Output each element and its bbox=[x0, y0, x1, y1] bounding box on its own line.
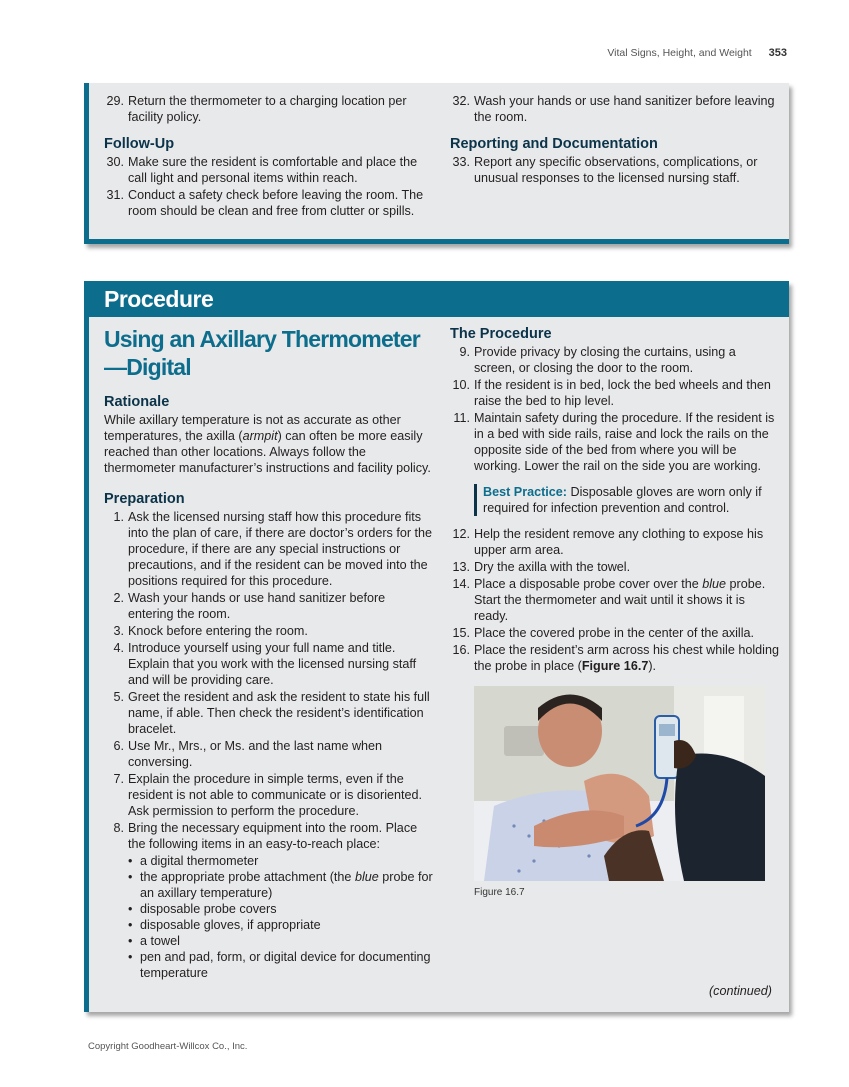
step-7: 7. Explain the procedure in simple terms, even if the resident is not able to communicate or is disoriented. Ask permission to perform the procedure. bbox=[113, 772, 423, 818]
step-1: 1. Ask the licensed nursing staff how this procedure fits into the plan of care, if there are doctor’s orders for the procedure, if there are any special instructions or precautions, and if the resident can be moved into the positions required for this procedure. bbox=[113, 510, 433, 588]
step-15: 15. Place the covered probe in the center of the axilla. bbox=[452, 626, 755, 640]
rationale-text: While axillary temperature is not as accurate as other temperatures, the axilla (armpit) can often be more easily reached than other locations. Always follow the thermometer manufacturer’s instructions and facility policy. bbox=[104, 413, 431, 475]
figure-caption: Figure 16.7 bbox=[474, 887, 525, 898]
step-5: 5. Greet the resident and ask the resident to state his full name, if able. Then check the resident’s identification bracelet. bbox=[113, 690, 430, 736]
running-head bbox=[607, 47, 787, 59]
equipment-list bbox=[128, 853, 434, 981]
list-item: • disposable gloves, if appropriate bbox=[128, 917, 434, 933]
step-10: 10. If the resident is in bed, lock the bed wheels and then raise the bed to hip level. bbox=[452, 378, 771, 408]
section-title: Vital Signs, Height, and Weight bbox=[607, 47, 752, 59]
step-9: 9. Provide privacy by closing the curtains, using a screen, or closing the door to the room. bbox=[459, 345, 736, 375]
box1-right-column bbox=[450, 93, 780, 187]
step-14: 14. Place a disposable probe cover over the blue probe. Start the thermometer and wait until it shows it is ready. bbox=[452, 577, 766, 623]
list-item: • a digital thermometer bbox=[128, 853, 434, 869]
procedure-band: Procedure bbox=[89, 281, 789, 317]
step-31: 31. Conduct a safety check before leaving the room. The room should be clean and free from clutter or spills. bbox=[106, 188, 424, 218]
list-item: • disposable probe covers bbox=[128, 901, 434, 917]
step-3: 3. Knock before entering the room. bbox=[113, 624, 308, 638]
step-4: 4. Introduce yourself using your full name and title. Explain that you work with the licensed nursing staff and will be providing care. bbox=[113, 641, 417, 687]
procedure-right-column bbox=[450, 325, 780, 901]
box1-left-column bbox=[104, 93, 434, 220]
preparation-heading: Preparation bbox=[104, 491, 185, 507]
procedure-left-column bbox=[104, 325, 434, 981]
best-practice-note: Best Practice: Disposable gloves are worn only if required for infection prevention and control. bbox=[474, 484, 780, 516]
step-33: 33. Report any specific observations, complications, or unusual responses to the licensed nursing staff. bbox=[452, 155, 758, 185]
copyright-footer: Copyright Goodheart-Willcox Co., Inc. bbox=[88, 1041, 248, 1052]
step-29: 29. Return the thermometer to a charging location per facility policy. bbox=[106, 94, 407, 124]
step-13: 13. Dry the axilla with the towel. bbox=[452, 560, 631, 574]
step-12: 12. Help the resident remove any clothing to expose his upper arm area. bbox=[452, 527, 764, 557]
step-30: 30. Make sure the resident is comfortable and place the call light and personal items within reach. bbox=[106, 155, 418, 185]
list-item: • a towel bbox=[128, 933, 434, 949]
the-procedure-heading: The Procedure bbox=[450, 326, 552, 342]
reporting-heading: Reporting and Documentation bbox=[450, 136, 658, 152]
step-16: 16. Place the resident’s arm across his chest while holding the probe in place (Figure 16.7). bbox=[452, 643, 779, 673]
list-item: • pen and pad, form, or digital device for documenting temperature bbox=[128, 949, 434, 981]
best-practice-label: Best Practice: bbox=[483, 485, 567, 499]
step-11: 11. Maintain safety during the procedure. If the resident is in a bed with side rails, raise and lock the rails on the opposite side of the bed from where you will be working. Lower the rail on the side you are working. bbox=[453, 411, 775, 473]
step-2: 2. Wash your hands or use hand sanitizer before entering the room. bbox=[113, 591, 386, 621]
figure-16-7-photo bbox=[474, 686, 765, 881]
photo-illustration bbox=[474, 686, 765, 881]
step-32: 32. Wash your hands or use hand sanitizer before leaving the room. bbox=[452, 94, 775, 124]
followup-heading: Follow-Up bbox=[104, 136, 175, 152]
continued-note: (continued) bbox=[708, 984, 772, 998]
step-6: 6. Use Mr., Mrs., or Ms. and the last name when conversing. bbox=[113, 739, 383, 769]
previous-procedure-box bbox=[84, 83, 789, 244]
procedure-title: Using an Axillary Thermometer—Digital bbox=[104, 326, 420, 380]
list-item: • the appropriate probe attachment (the blue probe for an axillary temperature) bbox=[128, 869, 434, 901]
procedure-box bbox=[84, 281, 789, 1012]
page-number: 353 bbox=[768, 47, 787, 59]
rationale-heading: Rationale bbox=[104, 394, 170, 410]
step-8: 8. Bring the necessary equipment into the room. Place the following items in an easy-to-reach place: bbox=[113, 821, 418, 851]
